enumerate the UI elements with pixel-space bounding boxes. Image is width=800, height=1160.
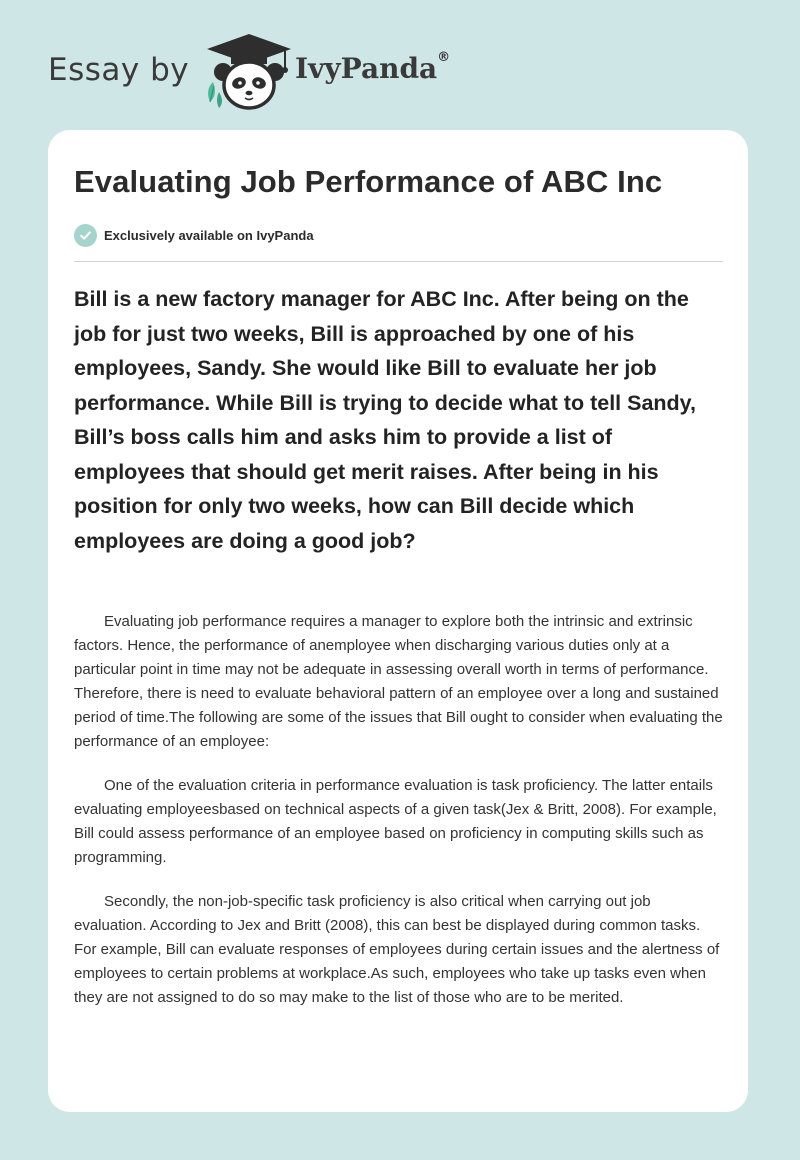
page-title: Evaluating Job Performance of ABC Inc	[74, 164, 663, 199]
brand-header	[48, 30, 528, 110]
essay-question: Bill is a new factory manager for ABC Inc. After being on the job for just two weeks, Bill is approached by one of his employees, Sandy. She would like Bill to evaluate her job performance. While Bill is trying to decide what to tell Sandy, Bill’s boss calls him and asks him to provide a list of employees that should get merit raises. After being in his position for only two weeks, how can Bill decide which employees are doing a good job?	[74, 287, 697, 553]
check-circle-icon	[74, 224, 97, 247]
divider	[74, 261, 723, 262]
badge-text: Exclusively available on IvyPanda	[104, 227, 314, 243]
registered-mark: ®	[437, 50, 451, 65]
paragraph: Secondly, the non-job-specific task proficiency is also critical when carrying out job evaluation. According to Jex and Britt (2008), this can best be displayed during common tasks. For example, Bill can evaluate responses of employees during certain issues and the alertness of employees to certain problems at workplace.As such, employees who take up tasks even when they are not assigned to do so may make to the list of those who are to be merited.	[74, 893, 720, 1006]
exclusive-badge	[74, 223, 314, 247]
panda-graduate-icon[interactable]	[201, 32, 297, 112]
paragraph: One of the evaluation criteria in performance evaluation is task proficiency. The latter entails evaluating employeesbased on technical aspects of a given task(Jex & Britt, 2008). For example, Bill could assess performance of an employee based on proficiency in computing skills such as programming.	[74, 777, 717, 866]
brand-prefix: Essay by	[48, 52, 190, 88]
paragraph: Evaluating job performance requires a manager to explore both the intrinsic and extrinsic factors. Hence, the performance of anemployee when discharging various duties only at a particular point in time may not be adequate in assessing overall worth in terms of performance. Therefore, there is need to evaluate behavioral pattern of an employee over a long and sustained period of time.The following are some of the issues that Bill ought to consider when evaluating the performance of an employee:	[74, 613, 723, 750]
brand-name[interactable]: IvyPanda®	[295, 50, 451, 85]
essay-card	[48, 130, 748, 1112]
essay-body	[74, 610, 726, 1030]
